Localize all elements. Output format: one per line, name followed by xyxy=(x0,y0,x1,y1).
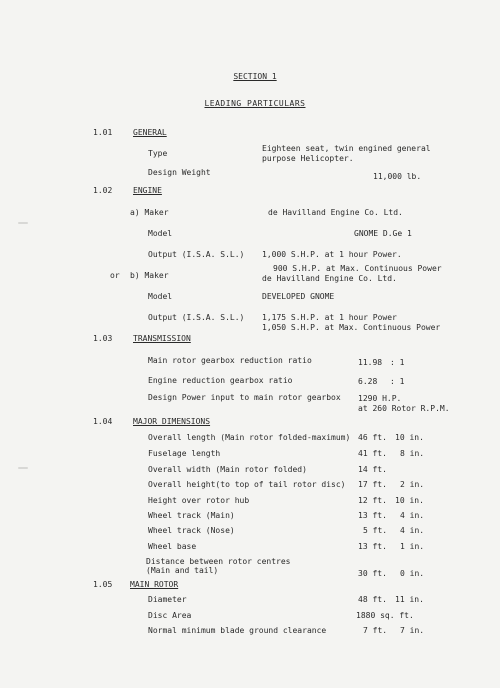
field-value: 900 S.H.P. at Max. Continuous Power xyxy=(273,264,442,273)
or-label: or xyxy=(110,271,120,280)
field-value: DEVELOPED GNOME xyxy=(262,292,335,301)
rotor-label: Disc Area xyxy=(148,611,192,620)
dimension-feet: 12 ft. xyxy=(358,496,387,505)
section-title: ENGINE xyxy=(133,186,162,195)
dimension-inches: 0 in. xyxy=(400,569,425,578)
dimension-label: Fuselage length xyxy=(148,449,221,458)
dimension-label: (Main and tail) xyxy=(146,566,219,575)
dimension-feet: 13 ft. xyxy=(358,542,387,551)
field-label: a) Maker xyxy=(130,208,169,217)
dimension-label: Height over rotor hub xyxy=(148,496,250,505)
dimension-feet: 5 ft. xyxy=(363,526,388,535)
rotor-feet: 48 ft. xyxy=(358,595,387,604)
section-title: TRANSMISSION xyxy=(133,334,191,343)
ratio-value: 6.28 xyxy=(358,377,378,386)
section-number: 1.01 xyxy=(93,128,113,137)
power-unit: at 260 Rotor R.P.M. xyxy=(358,404,450,413)
ratio-label: Engine reduction gearbox ratio xyxy=(148,376,293,385)
field-label: Output (I.S.A. S.L.) xyxy=(148,250,245,259)
ratio-unit: : 1 xyxy=(390,358,405,367)
power-value: 1290 H.P. xyxy=(358,394,402,403)
section-number: 1.03 xyxy=(93,334,113,343)
dimension-label: Wheel track (Main) xyxy=(148,511,235,520)
field-value: 1,000 S.H.P. at 1 hour Power. xyxy=(262,250,402,259)
dimension-label: Overall width (Main rotor folded) xyxy=(148,465,307,474)
dimension-inches: 8 in. xyxy=(400,449,425,458)
dimension-feet: 46 ft. xyxy=(358,433,387,442)
field-label: Model xyxy=(148,229,173,238)
rotor-inches: 7 in. xyxy=(400,626,425,635)
scan-mark xyxy=(18,222,28,224)
dimension-inches: 1 in. xyxy=(400,542,425,551)
field-label: Design Weight xyxy=(148,168,211,177)
dimension-inches: 10 in. xyxy=(395,496,424,505)
field-value: Eighteen seat, twin engined general purpose Helicopter. xyxy=(262,144,431,163)
rotor-area: 1880 sq. ft. xyxy=(356,611,414,620)
ratio-unit: : 1 xyxy=(390,377,405,386)
scan-mark xyxy=(18,467,28,469)
section-title: GENERAL xyxy=(133,128,167,137)
field-value: 1,175 S.H.P. at 1 hour Power xyxy=(262,313,397,322)
field-value: 11,000 lb. xyxy=(373,172,422,181)
dimension-feet: 14 ft. xyxy=(358,465,387,474)
field-value: 1,050 S.H.P. at Max. Continuous Power xyxy=(262,323,441,332)
dimension-feet: 41 ft. xyxy=(358,449,387,458)
section-number: 1.04 xyxy=(93,417,113,426)
section-heading: SECTION 1 xyxy=(233,72,277,81)
ratio-label: Main rotor gearbox reduction ratio xyxy=(148,356,312,365)
power-label: Design Power input to main rotor gearbox xyxy=(148,393,341,402)
field-label: Type xyxy=(148,149,168,158)
dimension-inches: 4 in. xyxy=(400,511,425,520)
section-title: MAJOR DIMENSIONS xyxy=(133,417,211,426)
field-label: Output (I.S.A. S.L.) xyxy=(148,313,245,322)
dimension-feet: 13 ft. xyxy=(358,511,387,520)
field-value: de Havilland Engine Co. Ltd. xyxy=(268,208,403,217)
section-number: 1.02 xyxy=(93,186,113,195)
field-value: GNOME D.Ge 1 xyxy=(354,229,412,238)
rotor-feet: 7 ft. xyxy=(363,626,388,635)
rotor-label: Normal minimum blade ground clearance xyxy=(148,626,327,635)
rotor-inches: 11 in. xyxy=(395,595,424,604)
dimension-label: Overall height(to top of tail rotor disc) xyxy=(148,480,346,489)
field-label: Model xyxy=(148,292,173,301)
dimension-label: Wheel base xyxy=(148,542,197,551)
dimension-feet: 30 ft. xyxy=(358,569,387,578)
section-title: MAIN ROTOR xyxy=(130,580,179,589)
dimension-label: Wheel track (Nose) xyxy=(148,526,235,535)
section-number: 1.05 xyxy=(93,580,113,589)
rotor-label: Diameter xyxy=(148,595,187,604)
dimension-label: Distance between rotor centres xyxy=(146,557,291,566)
dimension-label: Overall length (Main rotor folded-maximum) xyxy=(148,433,351,442)
dimension-inches: 2 in. xyxy=(400,480,425,489)
field-value: de Havilland Engine Co. Ltd. xyxy=(262,274,397,283)
field-label: b) Maker xyxy=(130,271,169,280)
dimension-inches: 4 in. xyxy=(400,526,425,535)
document-title: LEADING PARTICULARS xyxy=(204,99,306,108)
ratio-value: 11.98 xyxy=(358,358,383,367)
dimension-inches: 10 in. xyxy=(395,433,424,442)
dimension-feet: 17 ft. xyxy=(358,480,387,489)
